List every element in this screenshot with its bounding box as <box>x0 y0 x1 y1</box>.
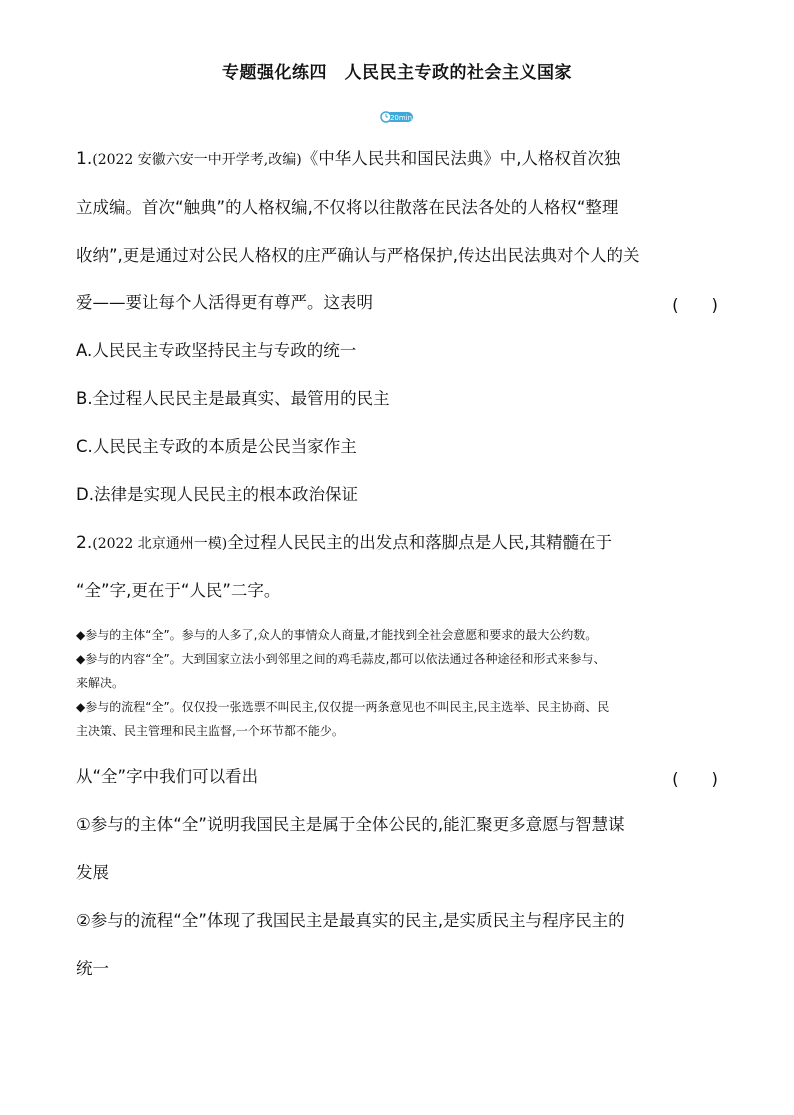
q2-stem-line: 全过程人民民主的出发点和落脚点是人民,其精髓在于 <box>227 533 612 552</box>
q2-note: ◆参与的流程“全”。仅仅投一张选票不叫民主,仅仅提一两条意见也不叫民主,民主选举、民主协商、民 <box>76 700 610 714</box>
q2-statement: 统一 <box>76 959 109 978</box>
q1-source: (2022 安徽六安一中开学考,改编) <box>92 152 302 168</box>
q1-option-a: A.人民民主专政坚持民主与专政的统一 <box>76 341 357 360</box>
q2-statement: ①参与的主体“全”说明我国民主是属于全体公民的,能汇聚更多意愿与智慧谋 <box>76 815 625 834</box>
q1-option-c: C.人民民主专政的本质是公民当家作主 <box>76 437 357 456</box>
q1-stem-line: 《中华人民共和国民法典》中,人格权首次独 <box>301 149 621 168</box>
q1-stem-line: 立成编。首次“触典”的人格权编,不仅将以往散落在民法各处的人格权“整理 <box>76 198 619 217</box>
q2-note: 来解决。 <box>76 676 125 690</box>
q2-statement: ②参与的流程“全”体现了我国民主是最真实的民主,是实质民主与程序民主的 <box>76 911 625 930</box>
q2-answer-blank: ( ) <box>672 770 718 789</box>
q2-note: ◆参与的主体“全”。参与的人多了,众人的事情众人商量,才能找到全社会意愿和要求的最大公约数。 <box>76 628 598 642</box>
q1-answer-blank: ( ) <box>672 296 718 315</box>
q1-option-b: B.全过程人民民主是最真实、最管用的民主 <box>76 389 390 408</box>
page-title: 专题强化练四 人民民主专政的社会主义国家 <box>222 63 572 83</box>
timer-badge <box>380 111 414 123</box>
q1-stem-line: 爱——要让每个人活得更有尊严。这表明 <box>76 293 373 312</box>
q2-prompt: 从“全”字中我们可以看出 <box>76 767 259 786</box>
q2-source: (2022 北京通州一模) <box>92 536 228 552</box>
q2-number: 2. <box>76 533 93 553</box>
q2-stem-line: “全”字,更在于“人民”二字。 <box>76 581 281 600</box>
q2-note: ◆参与的内容“全”。大到国家立法小到邻里之间的鸡毛蒜皮,都可以依法通过各种途径和形式来参与、 <box>76 652 606 666</box>
q1-line-1 <box>76 148 718 171</box>
timer-label: 20min <box>389 114 413 122</box>
q2-note: 主决策、民主管理和民主监督,一个环节都不能少。 <box>76 724 344 738</box>
q1-stem-line: 收纳”,更是通过对公民人格权的庄严确认与严格保护,传达出民法典对个人的关 <box>76 246 640 265</box>
q2-line-1 <box>76 532 718 555</box>
q2-statement: 发展 <box>76 863 109 882</box>
q1-number: 1. <box>76 149 93 169</box>
q1-option-d: D.法律是实现人民民主的根本政治保证 <box>76 485 358 504</box>
